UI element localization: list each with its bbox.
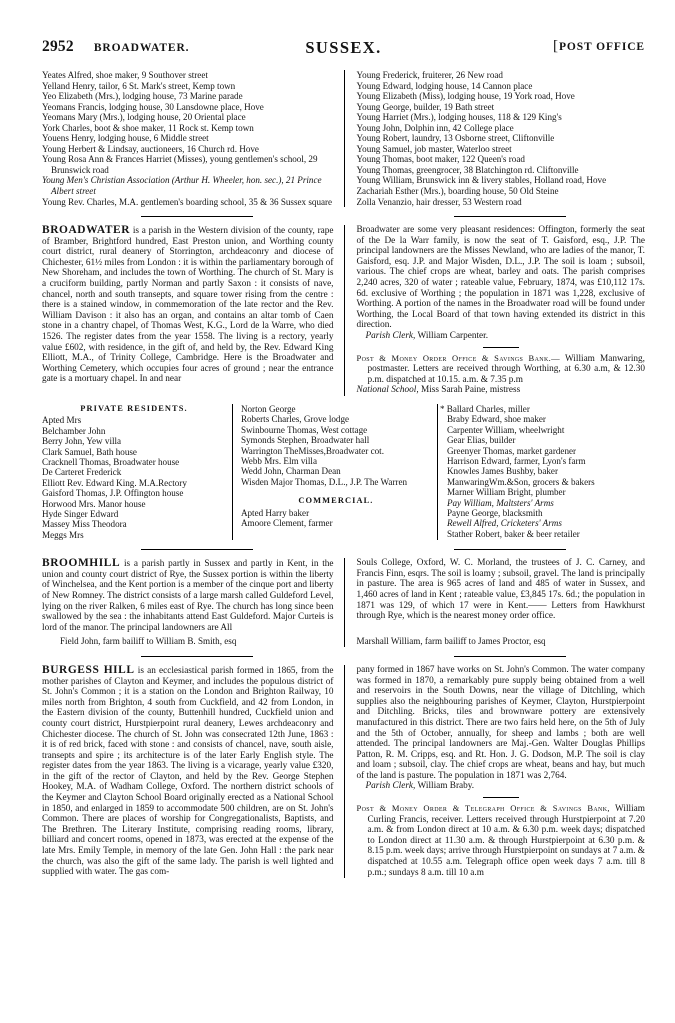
burgess-hill-band (42, 665, 645, 878)
list-item-text: Pay William, Maltsters' Arms (446, 497, 554, 508)
list-item: Symonds Stephen, Broadwater hall (240, 435, 370, 446)
list-item: Young William, Brunswick inn & livery stables, Holland road, Hove (356, 175, 607, 186)
running-head-place: BROADWATER. (93, 42, 190, 54)
broadwater-directory (42, 404, 645, 540)
broadwater-rule-band (42, 207, 645, 225)
broomhill-footer-band (42, 633, 645, 647)
broadwater-title: BROADWATER (42, 224, 131, 237)
broomhill-band (42, 558, 645, 633)
burgess-hill-body-left: is an ecclesiastical parish formed in 1865, from the mother parishes of Clayton and Keymer, and includes the populous district of St. John's Common ; it is a station on the London and Brighton Railway, 10 miles north from Brighton, 4 south from Cuckfield, and 42 from London, in the Eastern division of the county, Buttenhill hundred, Cuckfield union and county court district, Hurstpierpoint rural deanery, Lewes archdeaconry and Chichester diocese. The church of St. John was consecrated 12th June, 1863 : it is of red brick, faced with stone : and consists of chancel, nave, south aisle, transepts and spire ; its architecture is of the later Early English style. The register dates from the year 1863. The living is a vicarage, yearly value £320, in the gift of the rector of Clayton, and held by the Rev. George Stephen Hookey, M.A. of Wadham College, Oxford. The northern district schools of the Keymer and Clayton School Board originally erected as a National School in 1850, and enlarged in 1859 to accommodate 500 children, are on St. John's Common. There are places of worship for Congregationalists, Baptists, and The Brethren. The Literary Institute, comprising reading rooms, library, billiard and concert rooms, opened in 1873, was erected at the expense of the late Mrs. Emily Temple, in memory of the late Gen. John Hall : the park near the church, was also the gift of the same lady. The parish is well lighted and supplied with water. The gas com- (42, 665, 334, 878)
list-item: Yeomans Mary (Mrs.), lodging house, 20 Oriental place (42, 112, 246, 123)
list-item: Yeo Elizabeth (Mrs.), lodging house, 73 Marine parade (42, 91, 243, 102)
list-item: Youens Henry, lodging house, 6 Middle street (42, 133, 209, 144)
list-item: Stather Robert, baker & beer retailer (446, 528, 580, 539)
list-item: ManwaringWm.&Son, grocers & bakers (446, 476, 595, 487)
private-residents-column-2 (232, 404, 437, 540)
list-item-text: Rewell Alfred, Cricketers' Arms (446, 518, 562, 529)
burgess-hill-parish-clerk (357, 781, 646, 792)
parish-clerk-label: Parish Clerk, (365, 331, 416, 342)
broadwater-rule-left (42, 207, 344, 225)
list-item: De Carteret Frederick (42, 467, 122, 478)
list-item: Webb Mrs. Elm villa (240, 456, 317, 467)
list-item: Wisden Major Thomas, D.L., J.P. The Warren (240, 476, 408, 487)
list-item: Marshall William, farm bailiff to James Proctor, esq (356, 636, 546, 647)
list-item-text: Ballard Charles, miller (446, 404, 530, 415)
list-item-italic (447, 518, 645, 528)
list-item: Elliott Rev. Edward King. M.A.Rectory (42, 477, 187, 488)
section-rule (141, 216, 253, 217)
post-office-heading: Post & Money Order Office & Savings Bank.— (356, 352, 560, 363)
burgess-hill-title: BURGESS HILL (42, 663, 135, 676)
burgess-hill-right-column (344, 665, 646, 878)
private-residents-column-1 (42, 404, 232, 540)
burgess-hill-rule-band (42, 647, 645, 665)
list-item: Swinbourne Thomas, West cottage (240, 424, 368, 435)
broadwater-body-left: is a parish in the Western division of the county, rape of Bramber, Brightford hundred, East Preston union, and Worthing county court district, rural deanery of Storrington, archdeaconry and diocese of Chichester, 61½ miles from London : it is within the parliamentary borough of New Shoreham, and includes the town of Worthing. The church of St. Mary is a cruciform building, partly Norman and partly Saxon : it consists of nave, chancel, north and south transepts, and square tower rising from the centre : there is a stained window, in commemoration of the late rector and the Rev. William Davison : it also has an organ, and contains an altar tomb of Caen stone in a chantry chapel, of Thomas West, K.G., Lord de la Warre, who died 1526. The register dates from the year 1558. The living is a rectory, yearly value £602, with residence, in the gift of, and held by, the Rev. Edward King Elliott, M.A., of Trinity College, Cambridge. Here is the Broadwater and Worthing Cemetery, which occupies four acres of ground ; near the entrance gate is a mortuary chapel. In and near (42, 226, 334, 385)
broomhill-footer-right (344, 633, 646, 647)
broomhill-body-right: Souls College, Oxford, W. C. Morland, the trustees of J. C. Carney, and Francis Finn, esqrs. The soil is loamy ; subsoil, gravel. The land is principally in pasture. The area is 965 acres of land and 485 of water in Sussex, and 1,460 acres of land in Kent ; rateable value, £3,845 17s. 6d.; the population in 1871 was 129, of which 17 were in Kent.—— Letters from Hawkhurst through Rye, which is the nearest money order office. (356, 558, 645, 622)
broomhill-right-column (344, 558, 646, 633)
broadwater-left-column (42, 225, 344, 396)
running-head (42, 38, 645, 60)
broomhill-description (42, 558, 334, 633)
list-item: Young Rev. Charles, M.A. gentlemen's boarding school, 35 & 36 Sussex square (42, 196, 333, 207)
list-item: Berry John, Yew villa (42, 436, 122, 447)
list-item-italic (447, 498, 645, 508)
list-item: Roberts Charles, Grove lodge (240, 414, 350, 425)
broomhill-rule-band (42, 540, 645, 558)
list-item: Young Thomas, boot maker, 122 Queen's road (356, 154, 525, 165)
top-listing-right-column (344, 70, 646, 207)
list-item: Cracknell Thomas, Broadwater house (42, 457, 180, 468)
burgess-hill-description (42, 665, 334, 878)
broadwater-national-school (357, 385, 646, 396)
top-listing-band (42, 70, 645, 207)
burgess-hill-left-column (42, 665, 344, 878)
list-item: Harrison Edward, farmer, Lyon's farm (446, 456, 586, 467)
list-item: Young George, builder, 19 Bath street (356, 101, 495, 112)
list-item: Yeates Alfred, shoe maker, 9 Southover street (42, 70, 208, 80)
list-item: Marner William Bright, plumber (446, 487, 566, 498)
list-item: Zachariah Esther (Mrs.), boarding house, 50 Old Steine (356, 186, 559, 197)
list-item: Young Herbert & Lindsay, auctioneers, 16 Church rd. Hove (42, 143, 259, 154)
burgess-hill-body-right: pany formed in 1867 have works on St. John's Common. The water company was formed in 1870, a remarkably pure supply being obtained from a well and reservoirs in the South Downs, near the village of Ditchling, which supplies also the neighbouring parishes of Keymer, Clayton, Hurstpierpoint and Ditchling. Bricks, tiles and brownware pottery are extensively manufactured in this district. There are two fairs held here, on the 5th of July and the 5th of October, annually, for sheep and lambs ; both are well attended. The principal landowners are Maj.-Gen. Walter Douglas Phillips Patton, R. M. Cripps, esq. and Rt. Hon. J. G. Dodson, M.P. The soil is clay and loam ; subsoil, clay. The chief crops are wheat, beans and hay, but much of the land is pasture. The population in 1871 was 2,764. (356, 664, 645, 781)
broomhill-footer-left (42, 633, 344, 647)
section-rule (454, 216, 566, 217)
list-item: Knowles James Bushby, baker (446, 466, 558, 477)
parish-clerk-name: William Carpenter. (417, 331, 489, 342)
broomhill-body-left: is a parish partly in Sussex and partly in Kent, in the union and county court district of Rye, the Sussex portion is within the liberty of Winchelsea, and the Kent portion is a member of the cinque port and liberty of New Romney. The district consists of a large marsh called Guldeford Level, lying on the river Ralken, 6 miles east of Rye. The church has long since been swallowed by the sea : the inhabitants attend East Guldeford. Major Curteis is lord of the manor. The principal landowners are All (42, 559, 334, 633)
list-item: York Charles, boot & shoe maker, 11 Rock st. Kemp town (42, 122, 254, 133)
commercial-column-3 (437, 404, 645, 540)
divider-rule (483, 347, 519, 348)
post-office-heading: Post & Money Order & Telegraph Office & Savings Bank, (356, 803, 610, 814)
list-item: Amoore Clement, farmer (240, 518, 333, 529)
list-item: Young Thomas, greengrocer, 38 Blatchington rd. Cliftonville (356, 164, 579, 175)
list-item: Apted Mrs (42, 415, 82, 426)
list-item: Norton George (240, 404, 296, 415)
broomhill-title: BROOMHILL (42, 557, 121, 570)
post-office-details: William Curling Francis, receiver. Letters received through Hurstpierpoint at 7.20 a.m. & from London direct at 10 a.m. & 6.30 p.m. week days; dispatched to London direct at 11.30 a.m. & through Hurstpierpoint at 6.30 p.m. & 8.15 p.m. week days; arrive through Hurstpierpoint on sundays at 7 a.m. & dispatched at 10.55 a.m. Telegraph office open week days 7 a.m. till 8 p.m.; sundays 8 a.m. till 10 a.m (367, 804, 645, 878)
broadwater-right-column (344, 225, 646, 396)
list-item: Apted Harry baker (240, 507, 310, 518)
burgess-hill-rule-right (344, 647, 646, 665)
list-item: Massey Miss Theodora (42, 519, 127, 530)
list-item-italic (42, 175, 334, 196)
list-item: Horwood Mrs. Manor house (42, 498, 146, 509)
list-item: Young Rosa Ann & Frances Harriet (Misses), young gentlemen's school, 29 Brunswick road (42, 154, 318, 175)
list-item: Payne George, blacksmith (446, 508, 543, 519)
open-bracket: [ (553, 38, 559, 54)
broadwater-description (42, 225, 334, 385)
list-item: Gear Elias, builder (446, 435, 516, 446)
list-item: Warrington TheMisses,Broadwater cot. (240, 445, 384, 456)
divider-rule (483, 797, 519, 798)
list-item: Wedd John, Charman Dean (240, 466, 341, 477)
burgess-hill-rule-left (42, 647, 344, 665)
section-rule (454, 549, 566, 550)
broadwater-parish-clerk (357, 331, 646, 342)
list-item (439, 404, 645, 415)
broomhill-rule-left (42, 540, 344, 558)
post-office-details: William Manwaring, postmaster. Letters are received through Worthing, at 6.30 a.m, & 12.30 p.m. dispatched at 10.15. a.m. & 7.35 p.m (367, 353, 645, 385)
list-item: Young Elizabeth (Miss), lodging house, 19 York road, Hove (356, 91, 575, 102)
private-residents-heading: PRIVATE RESIDENTS. (80, 404, 188, 414)
broadwater-body-right: Broadwater are some very pleasant residences: Offington, formerly the seat of the De la Warr family, is now the seat of T. Gaisford, esq., J.P. The principal landowners are the Misses Newland, who are ladies of the manor, T. Gaisford, esq. J.P. and Major Wisden, D.L., J.P. The soil is loam ; subsoil, various. The chief crops are wheat, barley and oats. The parish comprises 2,240 acres, 320 of water ; rateable value, February, 1874, was £10,112 17s. 6d. exclusive of Worthing ; the population in 1871 was 1,228, exclusive of Worthing. A portion of the names in the Broadwater road will be found under Worthing, the Local Board of that town having extended its district in this direction. (356, 225, 645, 331)
list-item: Young Samuel, job master, Waterloo street (356, 143, 512, 154)
list-item: Belchamber John (42, 425, 106, 436)
list-item: Young Harriet (Mrs.), lodging houses, 118 & 129 King's (356, 112, 562, 123)
broomhill-left-column (42, 558, 344, 633)
list-item: Young John, Dolphin inn, 42 College place (356, 122, 514, 133)
list-item: Hyde Singer Edward (42, 509, 119, 520)
national-school-details: Miss Sarah Paine, mistress (421, 385, 521, 396)
list-item: Young Edward, lodging house, 14 Cannon place (356, 80, 533, 91)
running-head-publisher (553, 38, 645, 55)
list-item: Yelland Henry, tailor, 6 St. Mark's street, Kemp town (42, 80, 236, 91)
page-number: 2952 (42, 38, 74, 55)
broadwater-post-office (357, 353, 646, 386)
list-item: Field John, farm bailiff to William B. Smith, esq (60, 636, 237, 647)
top-listing-left-column (42, 70, 344, 207)
publisher-label: POST OFFICE (558, 41, 645, 53)
list-item: Braby Edward, shoe maker (446, 414, 546, 425)
list-item-text: Young Men's Christian Association (Arthur H. Wheeler, hon. sec.), 21 Prince Albert street (42, 175, 322, 197)
list-item: Carpenter William, wheelwright (446, 424, 565, 435)
list-item: Greenyer Thomas, market gardener (446, 445, 577, 456)
broomhill-rule-right (344, 540, 646, 558)
parish-clerk-name: William Braby. (417, 781, 475, 792)
section-rule (141, 549, 253, 550)
list-item: Yeomans Francis, lodging house, 30 Lansdowne place, Hove (42, 101, 264, 112)
list-item: Meggs Mrs (42, 529, 84, 540)
section-rule (141, 656, 253, 657)
list-item: Zolla Venanzio, hair dresser, 53 Western road (356, 196, 522, 207)
commercial-heading: COMMERCIAL. (298, 496, 374, 506)
asterisk-icon: * (439, 404, 445, 415)
section-rule (454, 656, 566, 657)
national-school-label: National School, (356, 385, 419, 396)
list-item: Clark Samuel, Bath house (42, 446, 137, 457)
broadwater-band (42, 225, 645, 396)
burgess-hill-post-office (357, 803, 646, 878)
parish-clerk-label: Parish Clerk, (365, 781, 416, 792)
list-item: Young Robert, laundry, 13 Osborne street, Cliftonville (356, 133, 555, 144)
list-item: Gaisford Thomas, J.P. Offington house (42, 488, 184, 499)
list-item: Young Frederick, fruiterer, 26 New road (356, 70, 503, 80)
running-head-county: SUSSEX. (305, 38, 382, 57)
broadwater-rule-right (344, 207, 646, 225)
